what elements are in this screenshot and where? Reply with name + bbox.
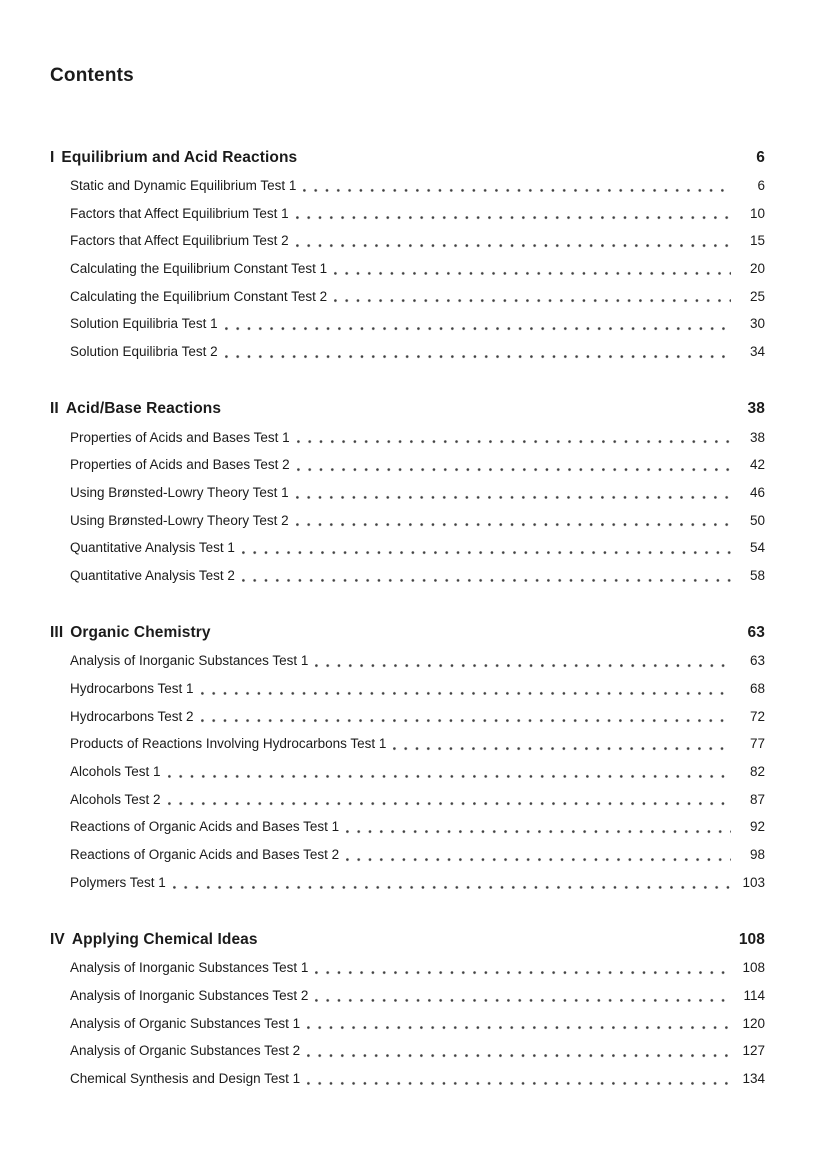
toc-entry[interactable] bbox=[50, 675, 765, 703]
toc-entry-label: Hydrocarbons Test 1 bbox=[70, 681, 194, 697]
toc-entry[interactable] bbox=[50, 172, 765, 200]
toc-entry-label: Static and Dynamic Equilibrium Test 1 bbox=[70, 178, 297, 194]
toc-entry[interactable] bbox=[50, 647, 765, 675]
toc-entry-label: Calculating the Equilibrium Constant Test 1 bbox=[70, 261, 328, 277]
dot-leader bbox=[346, 813, 731, 841]
toc-section bbox=[50, 396, 765, 590]
toc-entry[interactable] bbox=[50, 562, 765, 590]
toc-entry[interactable] bbox=[50, 954, 765, 982]
dot-leader bbox=[307, 1009, 731, 1037]
section-page-number: 38 bbox=[747, 400, 765, 418]
dot-leader bbox=[225, 310, 731, 338]
toc-section-heading[interactable] bbox=[50, 144, 765, 172]
toc-entry-label: Analysis of Inorganic Substances Test 2 bbox=[70, 987, 309, 1003]
toc-entry-label: Factors that Affect Equilibrium Test 1 bbox=[70, 205, 289, 221]
toc-entry[interactable] bbox=[50, 199, 765, 227]
toc-entry-label: Alcohols Test 1 bbox=[70, 764, 161, 780]
section-title: Organic Chemistry bbox=[70, 624, 211, 642]
toc-sections bbox=[50, 144, 765, 1092]
toc-entry[interactable] bbox=[50, 310, 765, 338]
toc-entry[interactable] bbox=[50, 982, 765, 1010]
dot-leader bbox=[346, 841, 731, 869]
page-title: Contents bbox=[50, 65, 134, 86]
section-title: Applying Chemical Ideas bbox=[71, 931, 258, 949]
toc-entry[interactable] bbox=[50, 282, 765, 310]
toc-entry-label: Quantitative Analysis Test 1 bbox=[70, 540, 235, 556]
section-number: II bbox=[50, 400, 59, 418]
dot-leader bbox=[201, 675, 731, 703]
toc-section-heading[interactable] bbox=[50, 926, 765, 954]
toc-entry-page-number: 54 bbox=[749, 540, 765, 556]
toc-entry-page-number: 10 bbox=[749, 205, 765, 221]
toc-entry-label: Analysis of Inorganic Substances Test 1 bbox=[70, 653, 309, 669]
toc-section bbox=[50, 144, 765, 366]
toc-entry[interactable] bbox=[50, 255, 765, 283]
toc-entry-page-number: 42 bbox=[749, 457, 765, 473]
toc-entry-page-number: 15 bbox=[749, 233, 765, 249]
toc-section-heading[interactable] bbox=[50, 619, 765, 647]
dot-leader bbox=[334, 255, 731, 283]
toc-entry-label: Alcohols Test 2 bbox=[70, 791, 161, 807]
section-number: III bbox=[50, 624, 64, 642]
toc-entry[interactable] bbox=[50, 534, 765, 562]
dot-leader bbox=[315, 982, 731, 1010]
toc-entry[interactable] bbox=[50, 758, 765, 786]
dot-leader bbox=[303, 172, 731, 200]
dot-leader bbox=[393, 730, 731, 758]
toc-entry-label: Properties of Acids and Bases Test 2 bbox=[70, 457, 290, 473]
toc-entry-page-number: 30 bbox=[749, 316, 765, 332]
toc-entry-label: Analysis of Inorganic Substances Test 1 bbox=[70, 960, 309, 976]
toc-entry-label: Analysis of Organic Substances Test 1 bbox=[70, 1015, 301, 1031]
toc-entry-page-number: 108 bbox=[742, 960, 765, 976]
toc-entry-page-number: 38 bbox=[749, 429, 765, 445]
toc-entry-page-number: 68 bbox=[749, 681, 765, 697]
toc-entry-page-number: 58 bbox=[749, 567, 765, 583]
toc-entry-label: Products of Reactions Involving Hydrocarbons Test 1 bbox=[70, 736, 387, 752]
toc-section bbox=[50, 619, 765, 896]
section-page-number: 6 bbox=[756, 148, 765, 166]
dot-leader bbox=[334, 282, 731, 310]
toc-entry-page-number: 87 bbox=[749, 791, 765, 807]
toc-entry[interactable] bbox=[50, 785, 765, 813]
toc-section bbox=[50, 926, 765, 1092]
toc-entry-label: Calculating the Equilibrium Constant Test 2 bbox=[70, 288, 328, 304]
toc-entry-label: Using Brønsted-Lowry Theory Test 2 bbox=[70, 512, 289, 528]
section-number: IV bbox=[50, 931, 65, 949]
dot-leader bbox=[201, 702, 731, 730]
toc-entry-page-number: 98 bbox=[749, 847, 765, 863]
toc-entry-label: Reactions of Organic Acids and Bases Test 1 bbox=[70, 819, 340, 835]
toc-entry[interactable] bbox=[50, 1065, 765, 1093]
toc-entry-label: Using Brønsted-Lowry Theory Test 1 bbox=[70, 484, 289, 500]
toc-entry-label: Reactions of Organic Acids and Bases Test 2 bbox=[70, 847, 340, 863]
toc-entry-page-number: 77 bbox=[749, 736, 765, 752]
toc-entry-page-number: 25 bbox=[749, 288, 765, 304]
dot-leader bbox=[168, 785, 731, 813]
toc-entry-label: Properties of Acids and Bases Test 1 bbox=[70, 429, 290, 445]
toc-entry-page-number: 20 bbox=[749, 261, 765, 277]
toc-entry[interactable] bbox=[50, 730, 765, 758]
section-page-number: 63 bbox=[747, 624, 765, 642]
dot-leader bbox=[168, 758, 731, 786]
dot-leader bbox=[173, 869, 731, 897]
toc-entry[interactable] bbox=[50, 227, 765, 255]
toc-entry[interactable] bbox=[50, 506, 765, 534]
toc-entry-page-number: 72 bbox=[749, 708, 765, 724]
dot-leader bbox=[307, 1037, 731, 1065]
section-title: Acid/Base Reactions bbox=[65, 400, 222, 418]
toc-entry-label: Solution Equilibria Test 2 bbox=[70, 344, 218, 360]
toc-entry-page-number: 134 bbox=[742, 1070, 765, 1086]
toc-entry-page-number: 120 bbox=[742, 1015, 765, 1031]
toc-entry[interactable] bbox=[50, 813, 765, 841]
toc-entry-page-number: 46 bbox=[749, 484, 765, 500]
toc-entry-label: Polymers Test 1 bbox=[70, 874, 166, 890]
toc-entry-page-number: 82 bbox=[749, 764, 765, 780]
toc-entry[interactable] bbox=[50, 338, 765, 366]
dot-leader bbox=[297, 423, 731, 451]
toc-entry-page-number: 127 bbox=[742, 1043, 765, 1059]
toc-entry-page-number: 103 bbox=[742, 874, 765, 890]
dot-leader bbox=[315, 647, 731, 675]
toc-entry-page-number: 34 bbox=[749, 344, 765, 360]
toc-entry[interactable] bbox=[50, 1037, 765, 1065]
toc-entry-page-number: 63 bbox=[749, 653, 765, 669]
dot-leader bbox=[296, 227, 731, 255]
toc-entry-label: Solution Equilibria Test 1 bbox=[70, 316, 218, 332]
toc-entry-label: Chemical Synthesis and Design Test 1 bbox=[70, 1070, 301, 1086]
toc-entry[interactable] bbox=[50, 869, 765, 897]
dot-leader bbox=[307, 1065, 731, 1093]
toc-entry-page-number: 114 bbox=[743, 987, 765, 1003]
toc-entry-page-number: 6 bbox=[757, 178, 765, 194]
section-title: Equilibrium and Acid Reactions bbox=[61, 148, 298, 166]
dot-leader bbox=[296, 506, 731, 534]
toc-entry-page-number: 92 bbox=[749, 819, 765, 835]
toc-entry[interactable] bbox=[50, 841, 765, 869]
section-page-number: 108 bbox=[738, 931, 765, 949]
dot-leader bbox=[225, 338, 731, 366]
dot-leader bbox=[296, 199, 731, 227]
dot-leader bbox=[297, 451, 731, 479]
dot-leader bbox=[242, 562, 731, 590]
toc-entry[interactable] bbox=[50, 479, 765, 507]
toc-section-heading[interactable] bbox=[50, 396, 765, 424]
toc-entry-label: Analysis of Organic Substances Test 2 bbox=[70, 1043, 301, 1059]
section-number: I bbox=[50, 148, 55, 166]
toc-entry[interactable] bbox=[50, 702, 765, 730]
toc-entry[interactable] bbox=[50, 1009, 765, 1037]
toc-entry[interactable] bbox=[50, 423, 765, 451]
dot-leader bbox=[315, 954, 731, 982]
toc-entry-page-number: 50 bbox=[749, 512, 765, 528]
toc-entry-label: Factors that Affect Equilibrium Test 2 bbox=[70, 233, 289, 249]
toc-entry-label: Quantitative Analysis Test 2 bbox=[70, 567, 235, 583]
toc-entry-label: Hydrocarbons Test 2 bbox=[70, 708, 194, 724]
dot-leader bbox=[296, 479, 731, 507]
dot-leader bbox=[242, 534, 731, 562]
toc-entry[interactable] bbox=[50, 451, 765, 479]
